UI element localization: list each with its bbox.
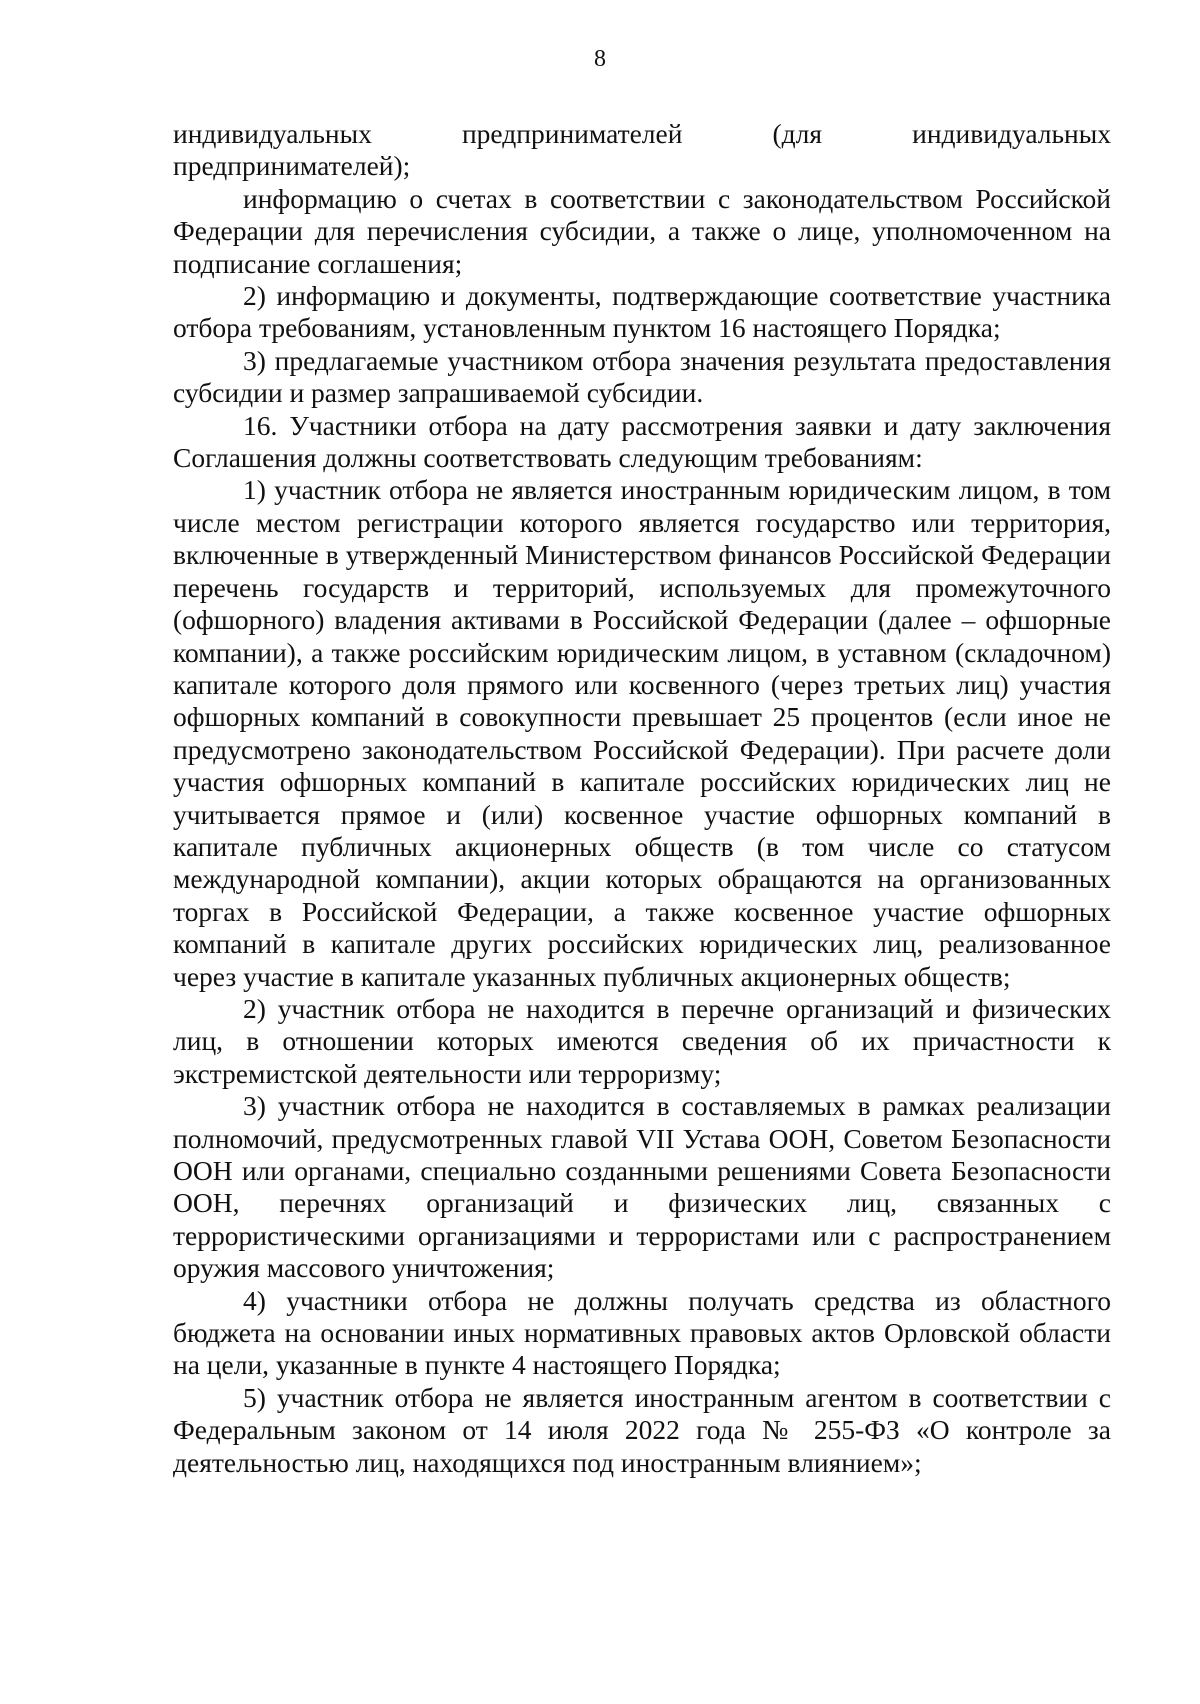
first-line-word: индивидуальных <box>912 118 1111 149</box>
first-line <box>173 118 1111 150</box>
paragraph-item-2: 2) информацию и документы, подтверждающие соответствие участника отбора требованиям, установленным пунктом 16 настоящего Порядка; <box>173 280 1111 344</box>
page-number: 8 <box>594 46 606 72</box>
paragraph-account-info: информацию о счетах в соответствии с законодательством Российской Федерации для перечисления субсидии, а также о лице, уполномоченном на подписание соглашения; <box>173 182 1111 279</box>
paragraph-item-3: 3) предлагаемые участником отбора значения результата предоставления субсидии и размер запрашиваемой субсидии. <box>173 344 1111 409</box>
paragraph-requirement-5: 5) участник отбора не является иностранным агентом в соответствии с Федеральным законом от 14 июля 2022 года № 255-ФЗ «О контроле за деятельностью лиц, находящихся под иностранным влиянием»; <box>173 1381 1111 1478</box>
first-line-word: предпринимателей <box>461 118 683 149</box>
first-line-word: индивидуальных <box>173 118 372 149</box>
paragraph-section-16: 16. Участники отбора на дату рассмотрения заявки и дату заключения Соглашения должны соответствовать следующим требованиям: <box>173 409 1111 474</box>
paragraph-requirement-2: 2) участник отбора не находится в перечне организаций и физических лиц, в отношении которых имеются сведения об их причастности к экстремистской деятельности или терроризму; <box>173 992 1111 1089</box>
paragraph-requirement-4: 4) участники отбора не должны получать средства из областного бюджета на основании иных нормативных правовых актов Орловской области на цели, указанные в пункте 4 настоящего Порядка; <box>173 1284 1111 1381</box>
paragraph-requirement-3: 3) участник отбора не находится в составляемых в рамках реализации полномочий, предусмотренных главой VII Устава ООН, Советом Безопасности ООН или органами, специально созданными решениями Совета Безопасности ООН, перечнях организаций и физических лиц, связанных с террористическими организациями и террористами или с распространением оружия массового уничтожения; <box>173 1090 1111 1284</box>
first-line-word: (для <box>772 118 823 149</box>
paragraph-requirement-1: 1) участник отбора не является иностранным юридическим лицом, в том числе местом регистрации которого является государство или территория, включенные в утвержденный Министерством финансов Российской Федерации перечень государств и территорий, используемых для промежуточного (офшорного) владения активами в Российской Федерации (далее – офшорные компании), а также российским юридическим лицом, в уставном (складочном) капитале которого доля прямого или косвенного (через третьих лиц) участия офшорных компаний в совокупности превышает 25 процентов (если иное не предусмотрено законодательством Российской Федерации). При расчете доли участия офшорных компаний в капитале российских юридических лиц не учитывается прямое и (или) косвенное участие офшорных компаний в капитале публичных акционерных обществ (в том числе со статусом международной компании), акции которых обращаются на организованных торгах в Российской Федерации, а также косвенное участие офшорных компаний в капитале других российских юридических лиц, реализованное через участие в капитале указанных публичных акционерных обществ; <box>173 474 1111 992</box>
document-body <box>173 118 1111 1479</box>
paragraph-continuation: предпринимателей); <box>173 150 411 182</box>
